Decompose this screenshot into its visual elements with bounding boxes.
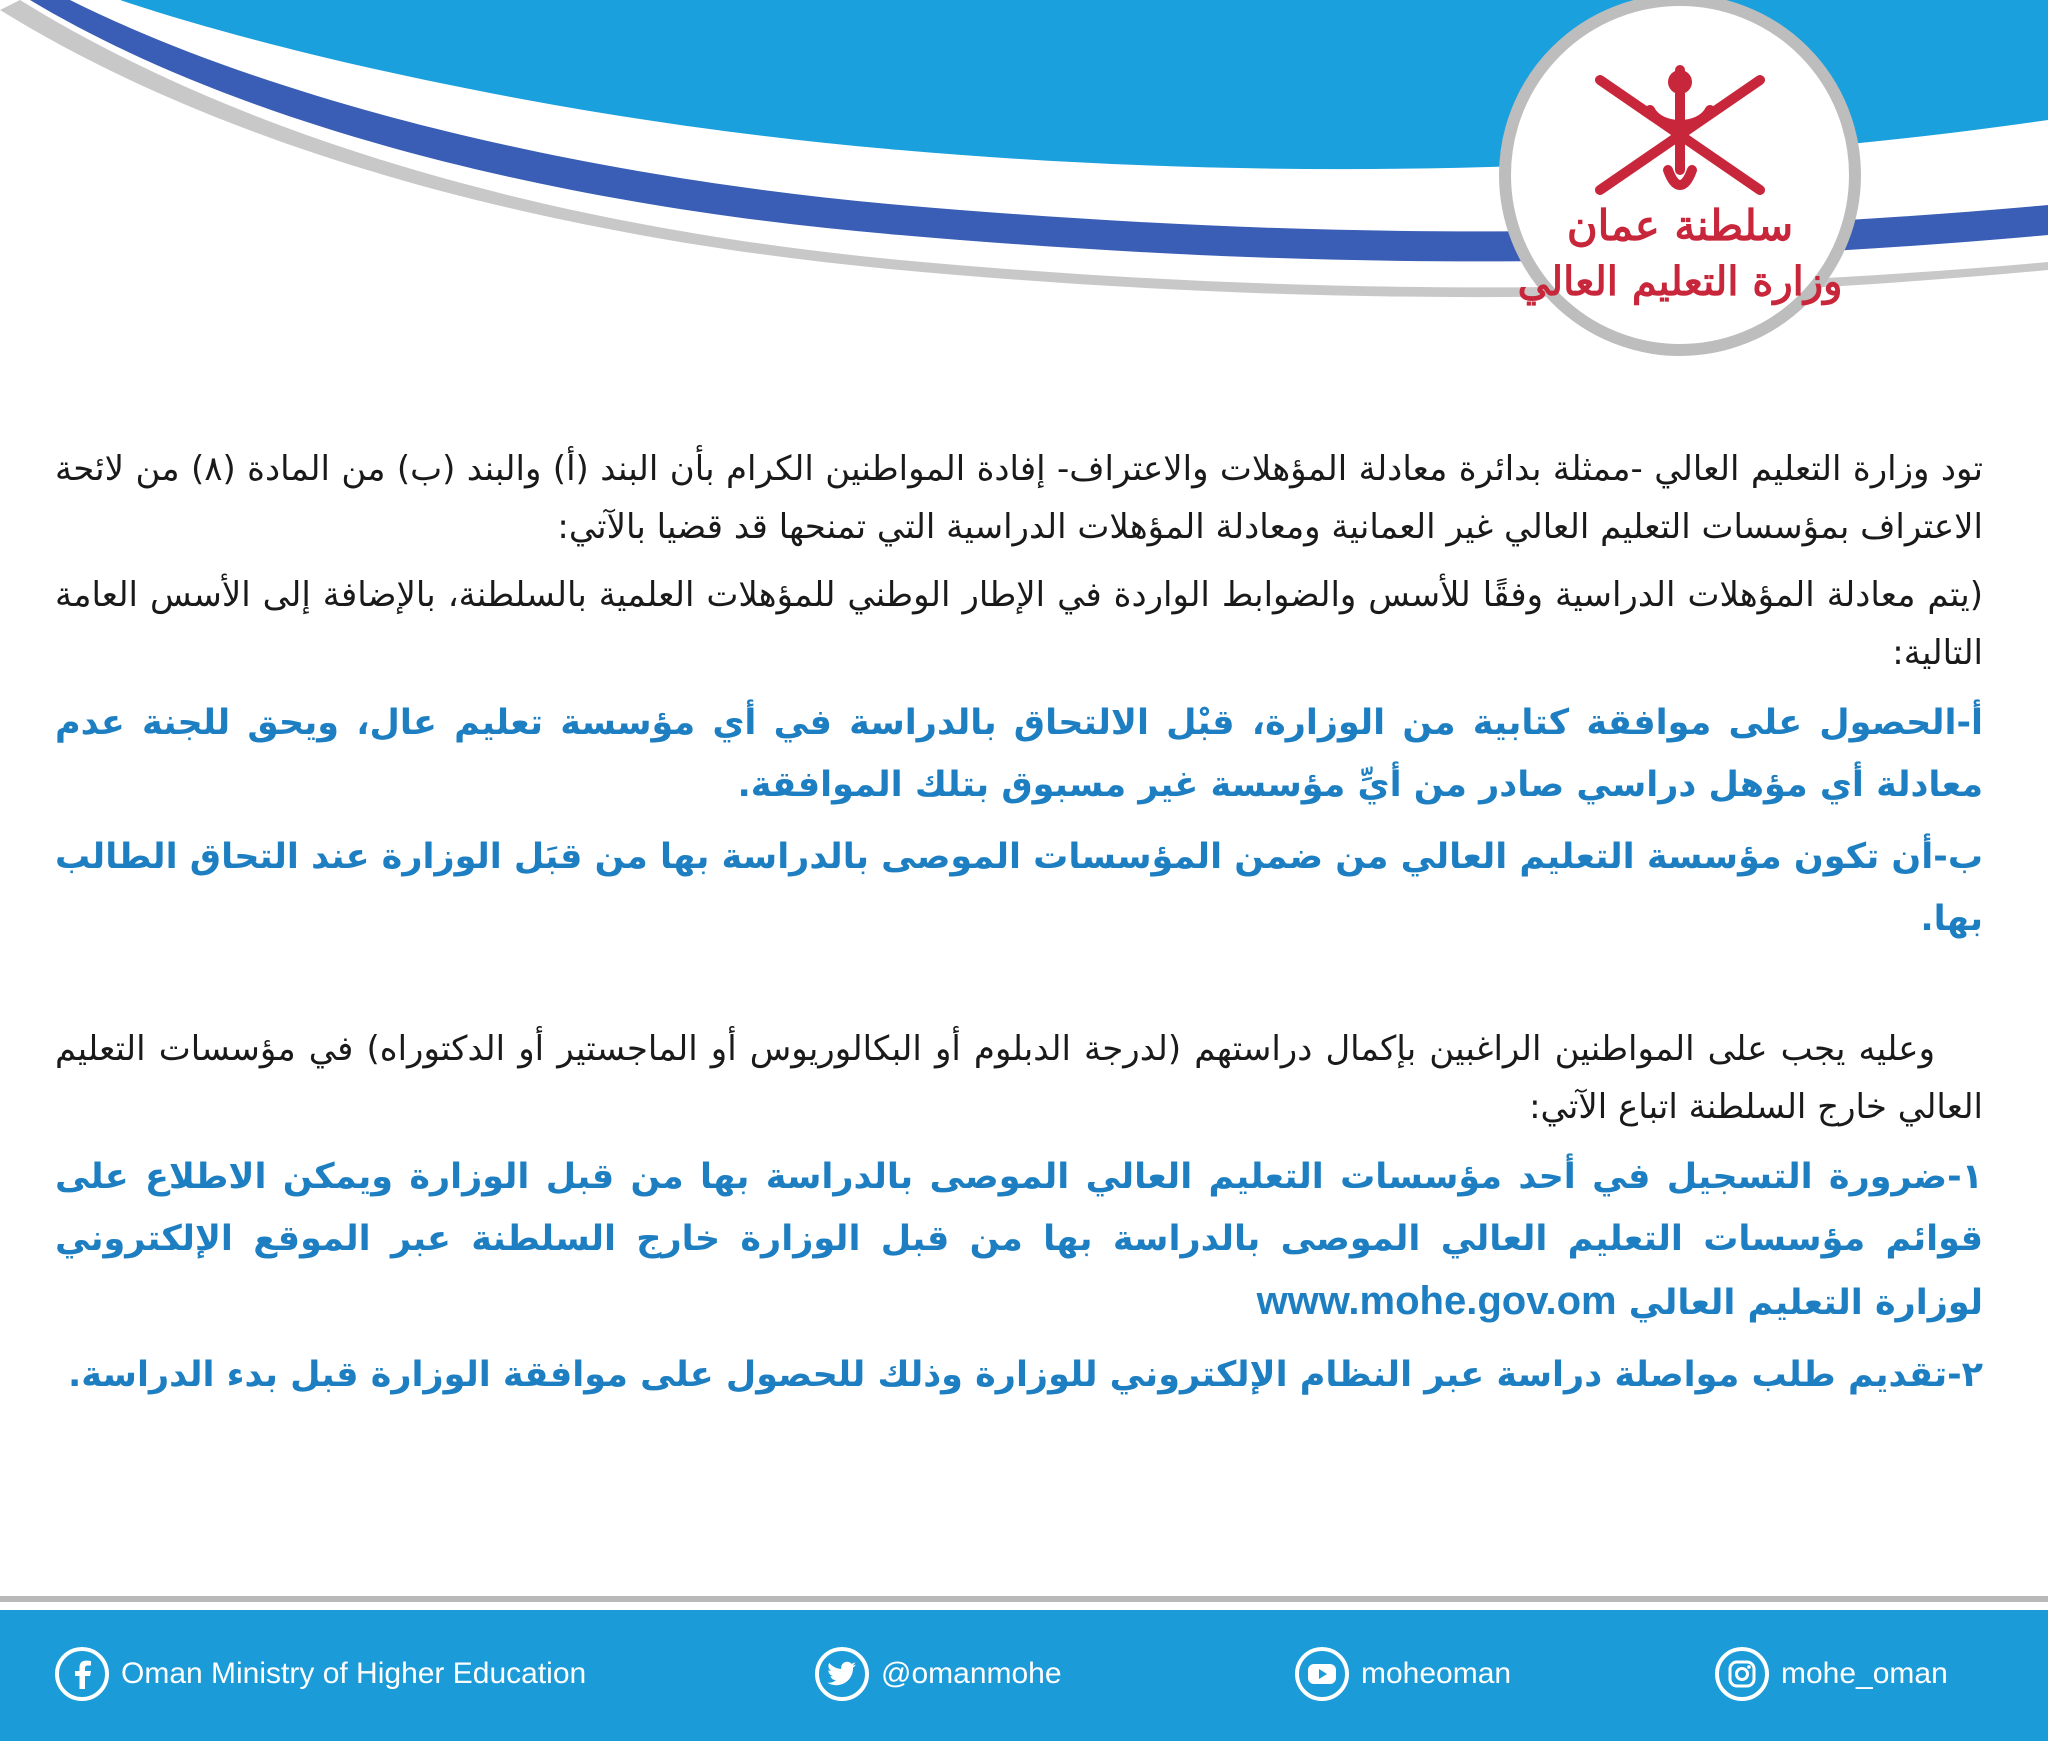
youtube-icon [1295, 1647, 1349, 1701]
facebook-icon [55, 1647, 109, 1701]
instagram-handle: mohe_oman [1781, 1657, 1948, 1690]
clause-a: أ-الحصول على موافقة كتابية من الوزارة، قبْل الالتحاق بالدراسة في أي مؤسسة تعليم عال، ويحق للجنة عدم معادلة أي مؤهل دراسي صادر من أيِّ مؤسسة غير مسبوق بتلك الموافقة. [55, 703, 1983, 805]
instagram-link[interactable] [1715, 1644, 1948, 1704]
clause-b: ب-أن تكون مؤسسة التعليم العالي من ضمن المؤسسات الموصى بالدراسة بها من قبَل الوزارة عند التحاق الطالب بها. [55, 837, 1983, 939]
emblem-line-1: سلطنة عمان [1566, 201, 1794, 250]
footer [0, 1610, 2048, 1741]
emblem [1505, 0, 1855, 350]
ministry-website-link[interactable]: www.mohe.gov.om [1256, 1279, 1617, 1323]
footer-divider [0, 1596, 2048, 1602]
twitter-link[interactable] [815, 1644, 1062, 1704]
twitter-handle: @omanmohe [881, 1657, 1062, 1690]
instagram-icon [1715, 1647, 1769, 1701]
instructions-intro: وعليه يجب على المواطنين الراغبين بإكمال دراستهم (لدرجة الدبلوم أو البكالوريوس أو الماجستير أو الدكتوراه) في مؤسسات التعليم العالي خارج السلطنة اتباع الآتي: [55, 1029, 1983, 1127]
emblem-line-2: وزارة التعليم العالي [1517, 258, 1843, 305]
clause-intro-paragraph: (يتم معادلة المؤهلات الدراسية وفقًا للأسس والضوابط الواردة في الإطار الوطني للمؤهلات العلمية بالسلطنة، بالإضافة إلى الأسس العامة التالية: [55, 575, 1983, 673]
twitter-icon [815, 1647, 869, 1701]
youtube-link[interactable] [1295, 1644, 1511, 1704]
announcement-body [55, 440, 1983, 1416]
step-2: ٢-تقديم طلب مواصلة دراسة عبر النظام الإلكتروني للوزارة وذلك للحصول على موافقة الوزارة قبل بدء الدراسة. [68, 1355, 1983, 1395]
facebook-link[interactable] [55, 1644, 586, 1704]
intro-paragraph: تود وزارة التعليم العالي -ممثلة بدائرة معادلة المؤهلات والاعتراف- إفادة المواطنين الكرام بأن البند (أ) والبند (ب) من المادة (٨) من لائحة الاعتراف بمؤسسات التعليم العالي غير العمانية ومعادلة المؤهلات الدراسية التي تمنحها قد قضيا بالآتي: [55, 449, 1983, 547]
step-1-text: ١-ضرورة التسجيل في أحد مؤسسات التعليم العالي الموصى بالدراسة بها من قبل الوزارة ويمكن الاطلاع على قوائم مؤسسات التعليم العالي الموصى بالدراسة بها من قبل الوزارة خارج السلطنة عبر الموقع الإلكتروني لوزارة التعليم العالي [55, 1157, 1983, 1323]
facebook-handle: Oman Ministry of Higher Education [121, 1657, 587, 1690]
header-banner [0, 0, 2048, 400]
youtube-handle: moheoman [1361, 1657, 1512, 1690]
step-1 [55, 1146, 1983, 1334]
